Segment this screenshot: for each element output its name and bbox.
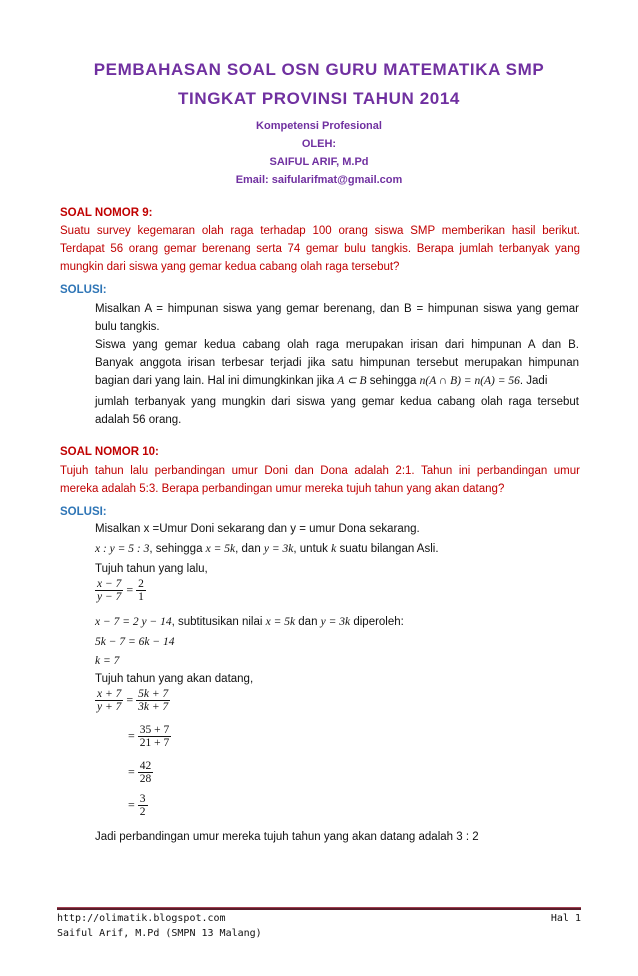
fraction-2-left: [95, 688, 123, 713]
fraction-1-left-numerator: x − 7: [97, 578, 122, 590]
q9-sol-line-5c: . Jadi: [519, 375, 548, 387]
fraction-5-denominator: 2: [139, 806, 146, 818]
fraction-equation-3: [128, 724, 171, 749]
q10-sol-line-2-text-1: , sehingga: [149, 543, 203, 555]
fraction-5-numerator: 3: [139, 793, 146, 805]
q9-sol-line-7: adalah 56 orang.: [95, 414, 182, 426]
fraction-equation-5: [128, 793, 148, 818]
q9-sol-line-4: Banyak anggota irisan terbesar terjadi jika satu himpunan tersebut merupakan himpunan: [95, 357, 579, 369]
author-name: SAIFUL ARIF, M.Pd: [269, 156, 369, 168]
q10-sol-line-5: 5k − 7 = 6k − 14: [95, 636, 175, 648]
fraction-1-right-denominator: 1: [138, 591, 144, 603]
q9-sol-line-2: bulu tangkis.: [95, 321, 160, 333]
q10-heading: SOAL NOMOR 10:: [60, 446, 159, 458]
q10-sol-line-4-text-2: dan: [298, 616, 318, 628]
fraction-2-left-numerator: x + 7: [97, 688, 122, 700]
fraction-equation-4: [128, 760, 153, 785]
equals-sign: =: [126, 582, 134, 597]
author-email: Email: saifularifmat@gmail.com: [235, 174, 403, 186]
by-label: OLEH:: [301, 138, 337, 150]
q9-sol-line-3: Siswa yang gemar kedua cabang olah raga merupakan irisan dari himpunan A dan B.: [95, 339, 579, 351]
q10-sol-line-2-text-3: , untuk: [293, 543, 328, 555]
q10-text: [60, 462, 580, 498]
fraction-4-denominator: 28: [139, 773, 152, 785]
k-variable: k: [331, 543, 337, 555]
title-line-1: PEMBAHASAN SOAL OSN GURU MATEMATIKA SMP: [93, 60, 545, 79]
q10-sol-line-2-text-2: , dan: [235, 543, 261, 555]
q10-sol-line-4: [95, 616, 404, 628]
equals-sign: =: [128, 728, 135, 743]
q9-solution-heading: SOLUSI:: [60, 284, 107, 296]
fraction-3-numerator: 35 + 7: [139, 724, 170, 736]
fraction-2-right-denominator: 3k + 7: [138, 701, 169, 713]
q10-sol-line-6: k = 7: [95, 655, 120, 667]
fraction-3: [138, 724, 172, 749]
fraction-equation-2: [95, 688, 170, 713]
q9-sol-line-5: [95, 372, 579, 390]
fraction-2-left-denominator: y + 7: [97, 701, 122, 713]
q9-sol-line-5a: bagian dari yang lain. Hal ini dimungkinkan jika: [95, 375, 335, 387]
q9-heading: SOAL NOMOR 9:: [60, 207, 153, 219]
intersection-expression: n(A ∩ B) = n(A) = 56: [419, 375, 520, 387]
x-substitution: x = 5k: [265, 616, 296, 628]
y-expression: y = 3k: [263, 543, 294, 555]
fraction-1-left-denominator: y − 7: [97, 591, 122, 603]
fraction-1-right-numerator: 2: [138, 578, 144, 590]
q10-sol-line-2: [95, 543, 439, 555]
q9-sol-line-1: Misalkan A = himpunan siswa yang gemar berenang, dan B = himpunan siswa yang gemar: [95, 303, 579, 315]
footer-url[interactable]: http://olimatik.blogspot.com: [57, 913, 226, 924]
q9-line-1: Suatu survey kegemaran olah raga terhadap 100 orang siswa SMP memberikan hasil berikut.: [60, 225, 580, 237]
q9-sol-line-6: jumlah terbanyak yang mungkin dari siswa yang gemar kedua cabang olah raga tersebut: [95, 396, 579, 408]
equals-sign: =: [128, 764, 135, 779]
equals-sign: =: [128, 797, 135, 812]
q9-sol-line-5b: sehingga: [369, 375, 417, 387]
q10-sol-line-4-text-1: , subtitusikan nilai: [171, 616, 263, 628]
q10-sol-line-4-text-3: diperoleh:: [353, 616, 404, 628]
footer-divider: [57, 907, 581, 910]
fraction-4: [138, 760, 154, 785]
q10-sol-line-2-text-4: suatu bilangan Asli.: [339, 543, 439, 555]
q10-sol-line-7: Tujuh tahun yang akan datang,: [95, 673, 254, 685]
subtitle: Kompetensi Profesional: [256, 120, 382, 132]
fraction-5: [138, 793, 148, 818]
ratio-expression: x : y = 5 : 3: [95, 543, 150, 555]
fraction-2-right: [136, 688, 170, 713]
y-substitution: y = 3k: [320, 616, 351, 628]
q9-line-2: Terdapat 56 orang gemar berenang serta 74 gemar bulu tangkis. Berapa jumlah terbanyak yang: [60, 243, 580, 255]
q9-line-3: mungkin dari siswa yang gemar kedua cabang olah raga tersebut?: [60, 261, 400, 273]
q9-solution: [95, 300, 579, 429]
title-line-2: TINGKAT PROVINSI TAHUN 2014: [178, 89, 460, 108]
q9-text: [60, 222, 580, 276]
linear-equation: x − 7 = 2 y − 14: [95, 616, 172, 628]
equals-sign: =: [126, 692, 134, 707]
subset-expression: A ⊂ B: [337, 375, 367, 387]
q10-conclusion: Jadi perbandingan umur mereka tujuh tahun yang akan datang adalah 3 : 2: [95, 831, 479, 843]
q10-sol-line-1: Misalkan x =Umur Doni sekarang dan y = umur Dona sekarang.: [95, 523, 420, 535]
q10-sol-line-3: Tujuh tahun yang lalu,: [95, 563, 208, 575]
q10-solution-heading: SOLUSI:: [60, 506, 107, 518]
footer-page-number: Hal 1: [550, 913, 581, 924]
fraction-4-numerator: 42: [139, 760, 152, 772]
fraction-equation-1: [95, 578, 146, 603]
fraction-2-right-numerator: 5k + 7: [138, 688, 169, 700]
x-expression: x = 5k: [205, 543, 236, 555]
fraction-1-left: [95, 578, 123, 603]
fraction-1-right: [136, 578, 146, 603]
footer-credit: Saiful Arif, M.Pd (SMPN 13 Malang): [57, 928, 262, 939]
q10-line-1: Tujuh tahun lalu perbandingan umur Doni dan Dona adalah 2:1. Tahun ini perbandingan umur: [60, 465, 580, 477]
q10-line-2: mereka adalah 5:3. Berapa perbandingan umur mereka tujuh tahun yang akan datang?: [60, 483, 505, 495]
fraction-3-denominator: 21 + 7: [139, 737, 170, 749]
